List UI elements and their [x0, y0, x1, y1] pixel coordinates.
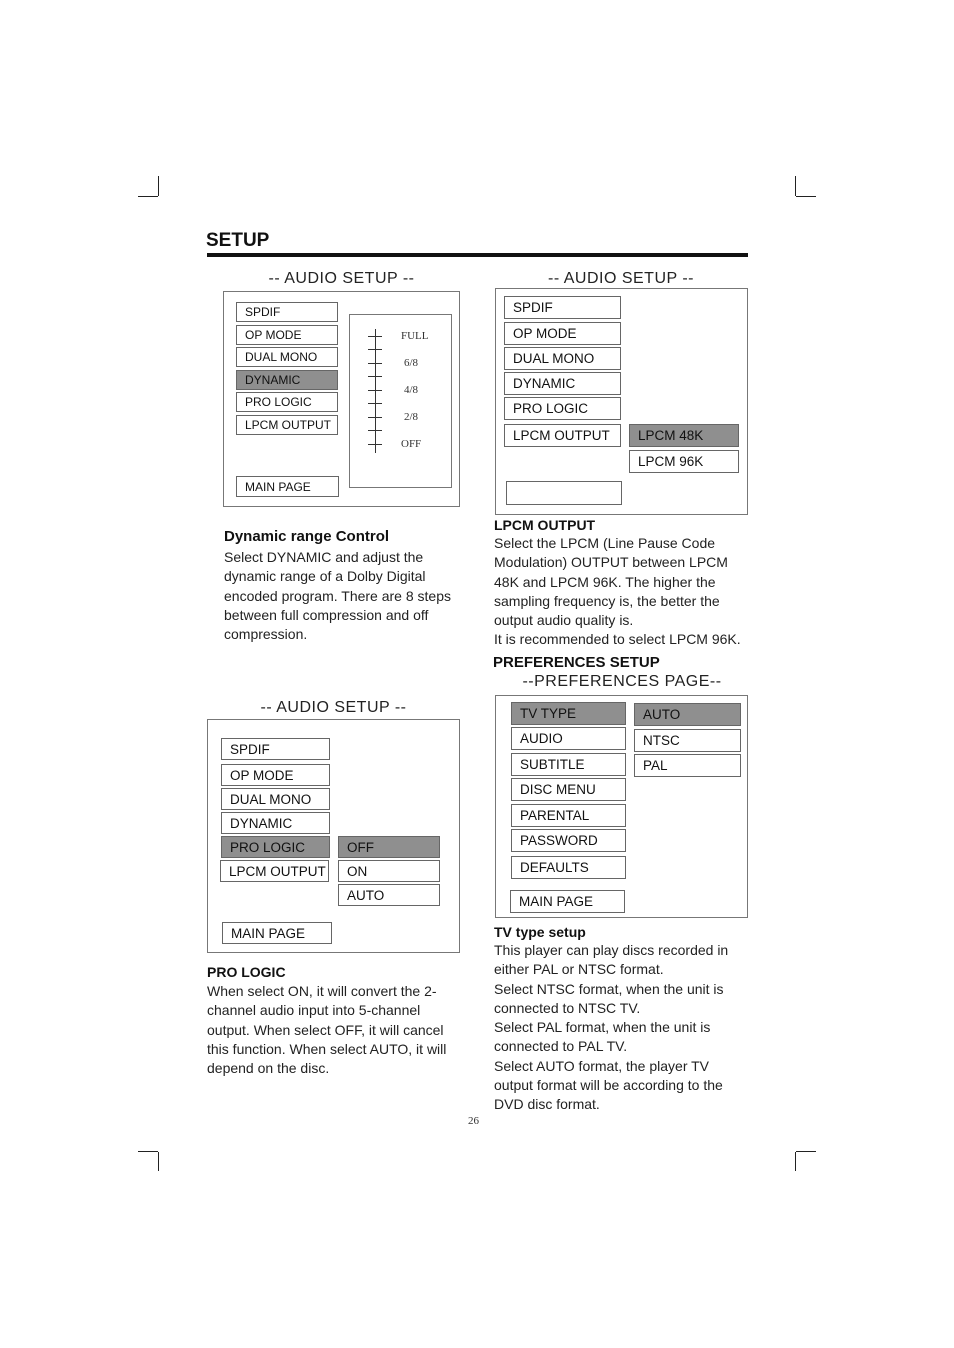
- menu-item-op-mode[interactable]: OP MODE: [221, 764, 330, 786]
- scale-tick: [368, 390, 382, 391]
- menu-item-spdif[interactable]: SPDIF: [236, 302, 338, 322]
- option-ntsc[interactable]: NTSC: [634, 729, 741, 752]
- scale-label-4-8: 4/8: [404, 384, 419, 396]
- option-auto[interactable]: AUTO: [634, 703, 741, 726]
- main-page-button[interactable]: MAIN PAGE: [222, 922, 332, 944]
- dynamic-heading: Dynamic range Control: [224, 528, 390, 545]
- menu-item-password[interactable]: PASSWORD: [511, 829, 626, 852]
- prologic-heading: PRO LOGIC: [207, 964, 286, 980]
- page-number: 26: [468, 1115, 479, 1127]
- tvtype-paragraph: [494, 941, 754, 1115]
- text-line: dynamic range of a Dolby Digital: [224, 568, 426, 585]
- audio-setup-2-title: -- AUDIO SETUP --: [548, 270, 694, 287]
- text-line: This player can play discs recorded in: [494, 942, 729, 958]
- preferences-section-title: PREFERENCES SETUP: [493, 654, 660, 671]
- scale-tick: [368, 417, 382, 418]
- dynamic-range-scale[interactable]: [349, 314, 452, 488]
- audio-setup-3-title: -- AUDIO SETUP --: [260, 699, 407, 716]
- option-lpcm-96k[interactable]: LPCM 96K: [629, 450, 739, 473]
- menu-item-dynamic[interactable]: DYNAMIC: [221, 812, 330, 834]
- text-line: Select NTSC format, when the unit is: [494, 980, 724, 997]
- text-line: connected to PAL TV.: [494, 1038, 628, 1055]
- scale-label-2-8: 2/8: [404, 411, 419, 423]
- menu-item-lpcm-output[interactable]: LPCM OUTPUT: [504, 424, 621, 447]
- crop-mark: [796, 196, 816, 197]
- text-line: this function. When select AUTO, it will: [207, 1040, 447, 1057]
- tvtype-heading: TV type setup: [494, 924, 586, 940]
- crop-mark: [138, 1151, 158, 1152]
- option-auto[interactable]: AUTO: [338, 884, 440, 906]
- text-line: Select the LPCM (Line Pause Code: [494, 535, 716, 551]
- text-line: Modulation) OUTPUT between LPCM: [494, 554, 728, 571]
- text-line: either PAL or NTSC format.: [494, 961, 664, 978]
- text-line: channel audio input into 5-channel: [207, 1002, 421, 1019]
- page-title: SETUP: [206, 230, 270, 251]
- preferences-title: --PREFERENCES PAGE--: [522, 673, 722, 690]
- menu-item-dual-mono[interactable]: DUAL MONO: [236, 347, 338, 367]
- scale-label-full: FULL: [401, 330, 429, 342]
- menu-item-spdif[interactable]: SPDIF: [221, 738, 330, 760]
- main-page-button[interactable]: [506, 481, 622, 505]
- menu-item-dual-mono[interactable]: DUAL MONO: [504, 347, 621, 370]
- menu-item-pro-logic[interactable]: PRO LOGIC: [236, 392, 338, 412]
- text-line: encoded program. There are 8 steps: [224, 587, 451, 604]
- scale-tick: [368, 430, 382, 431]
- menu-item-pro-logic[interactable]: PRO LOGIC: [504, 397, 621, 420]
- menu-item-audio[interactable]: AUDIO: [511, 727, 626, 750]
- menu-item-lpcm-output[interactable]: LPCM OUTPUT: [236, 415, 338, 435]
- option-lpcm-48k[interactable]: LPCM 48K: [629, 424, 739, 447]
- text-line: sampling frequency is, the better the: [494, 592, 720, 609]
- scale-tick: [368, 376, 382, 377]
- scale-tick: [368, 403, 382, 404]
- audio-setup-2-panel: [495, 288, 748, 515]
- audio-setup-3-panel: [207, 719, 460, 953]
- audio-setup-1-panel: [223, 291, 460, 507]
- scale-tick: [368, 349, 382, 350]
- audio-setup-1-title: -- AUDIO SETUP --: [268, 270, 415, 287]
- scale-axis: [375, 329, 376, 453]
- scale-tick: [368, 363, 382, 364]
- option-pal[interactable]: PAL: [634, 754, 741, 777]
- title-rule: [207, 253, 748, 257]
- scale-tick: [368, 444, 382, 445]
- option-on[interactable]: ON: [338, 860, 440, 882]
- text-line: DVD disc format.: [494, 1096, 600, 1113]
- menu-item-dual-mono[interactable]: DUAL MONO: [221, 788, 330, 810]
- menu-item-op-mode[interactable]: OP MODE: [504, 322, 621, 345]
- text-line: between full compression and off: [224, 606, 429, 623]
- menu-item-subtitle[interactable]: SUBTITLE: [511, 753, 626, 776]
- crop-mark: [138, 196, 158, 197]
- crop-mark: [795, 1152, 796, 1171]
- menu-item-op-mode[interactable]: OP MODE: [236, 325, 338, 345]
- dynamic-paragraph: [224, 548, 464, 644]
- main-page-button[interactable]: MAIN PAGE: [236, 476, 339, 497]
- main-page-button[interactable]: MAIN PAGE: [510, 890, 625, 913]
- menu-item-spdif[interactable]: SPDIF: [504, 296, 621, 319]
- menu-item-lpcm-output[interactable]: LPCM OUTPUT: [220, 860, 329, 882]
- text-line: It is recommended to select LPCM 96K.: [494, 631, 741, 648]
- text-line: 48K and LPCM 96K. The higher the: [494, 573, 716, 590]
- preferences-panel: [495, 695, 748, 918]
- text-line: When select ON, it will convert the 2-: [207, 983, 437, 999]
- menu-item-disc-menu[interactable]: DISC MENU: [511, 778, 626, 801]
- text-line: Select DYNAMIC and adjust the: [224, 549, 424, 565]
- scale-label-off: OFF: [401, 438, 422, 450]
- text-line: depend on the disc.: [207, 1060, 330, 1077]
- menu-item-defaults[interactable]: DEFAULTS: [511, 856, 626, 879]
- scale-label-6-8: 6/8: [404, 357, 419, 369]
- prologic-paragraph: [207, 982, 467, 1078]
- lpcm-paragraph: [494, 534, 754, 650]
- menu-item-tv-type[interactable]: TV TYPE: [511, 702, 626, 725]
- option-off[interactable]: OFF: [338, 836, 440, 858]
- menu-item-parental[interactable]: PARENTAL: [511, 804, 626, 827]
- lpcm-heading: LPCM OUTPUT: [494, 517, 596, 533]
- menu-item-dynamic[interactable]: DYNAMIC: [236, 370, 338, 390]
- menu-item-dynamic[interactable]: DYNAMIC: [504, 372, 621, 395]
- text-line: Select PAL format, when the unit is: [494, 1019, 711, 1036]
- text-line: output audio quality is.: [494, 612, 634, 629]
- text-line: Select AUTO format, the player TV: [494, 1057, 710, 1074]
- scale-tick: [368, 336, 382, 337]
- menu-item-pro-logic[interactable]: PRO LOGIC: [221, 836, 330, 858]
- crop-mark: [158, 176, 159, 196]
- text-line: output format will be according to the: [494, 1077, 723, 1094]
- text-line: output. When select OFF, it will cancel: [207, 1021, 444, 1038]
- text-line: compression.: [224, 626, 308, 643]
- crop-mark: [158, 1152, 159, 1171]
- text-line: connected to NTSC TV.: [494, 999, 641, 1016]
- crop-mark: [796, 1151, 816, 1152]
- crop-mark: [795, 176, 796, 196]
